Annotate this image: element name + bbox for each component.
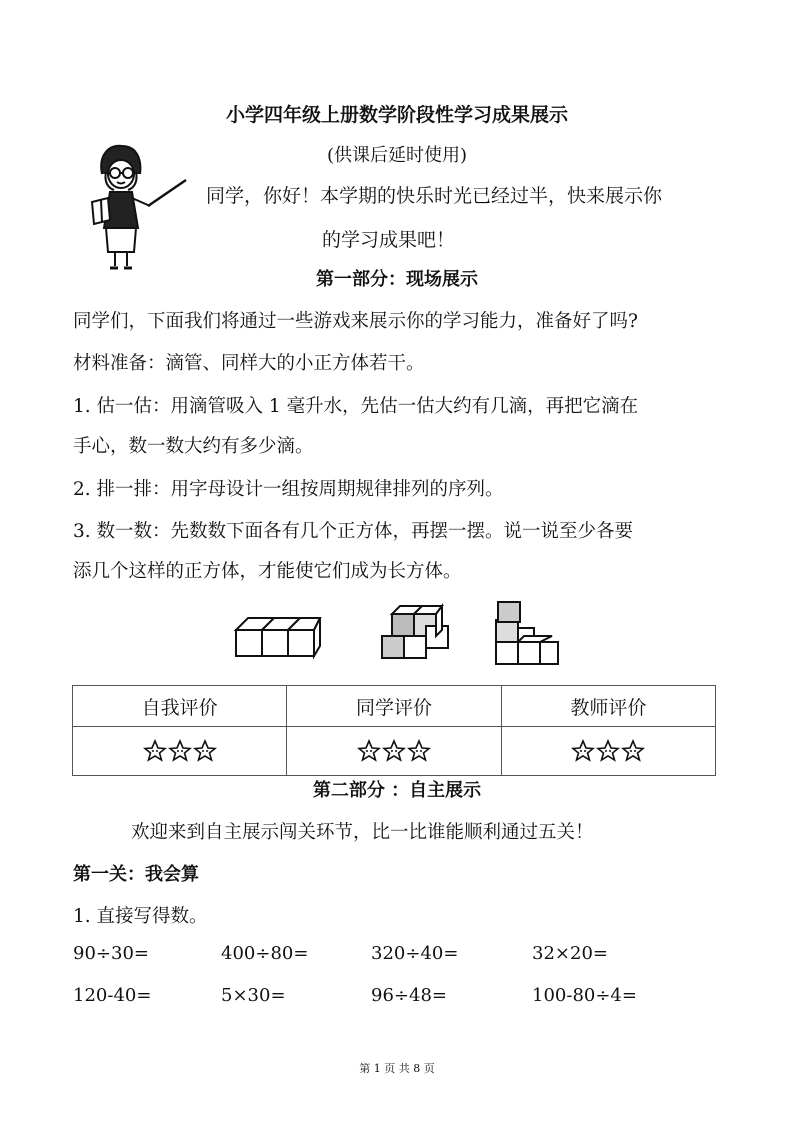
teacher-eval-stars[interactable] xyxy=(501,727,715,776)
greeting-line-1: 同学，你好！本学期的快乐时光已经过半，快来展示你 xyxy=(206,185,663,207)
teacher-eval-header: 教师评价 xyxy=(501,686,715,727)
item2-text: 2. 排一排：用字母设计一组按周期规律排列的序列。 xyxy=(73,479,504,500)
greeting-line-2: 的学习成果吧！ xyxy=(322,229,456,251)
calc-row2-2: 5×30= xyxy=(221,985,286,1006)
star-icon[interactable] xyxy=(143,739,167,763)
star-icon[interactable] xyxy=(407,739,431,763)
self-eval-stars[interactable] xyxy=(73,727,287,776)
materials-text: 材料准备：滴管、同样大的小正方体若干。 xyxy=(73,353,425,374)
calc-row2-1: 120-40= xyxy=(73,985,152,1006)
cube-figure-1 xyxy=(232,614,324,660)
document-subtitle: (供课后延时使用) xyxy=(326,145,468,166)
peer-eval-header: 同学评价 xyxy=(287,686,501,727)
item1-line1: 1. 估一估：用滴管吸入 1 毫升水，先估一估大约有几滴，再把它滴在 xyxy=(73,396,639,417)
star-icon[interactable] xyxy=(168,739,192,763)
cube-figure-3 xyxy=(492,598,562,668)
calc-row1-1: 90÷30= xyxy=(73,943,149,964)
cube-figure-2 xyxy=(376,600,458,662)
question1-text: 1. 直接写得数。 xyxy=(73,906,208,927)
item1-line2: 手心，数一数大约有多少滴。 xyxy=(73,436,314,457)
item3-line2: 添几个这样的正方体，才能使它们成为长方体。 xyxy=(73,561,462,582)
calc-row1-4: 32×20= xyxy=(532,943,608,964)
part2-welcome: 欢迎来到自主展示闯关环节，比一比谁能顺利通过五关！ xyxy=(131,822,594,843)
star-icon[interactable] xyxy=(571,739,595,763)
evaluation-table xyxy=(72,685,716,776)
calc-row2-4: 100-80÷4= xyxy=(532,985,637,1006)
star-icon[interactable] xyxy=(357,739,381,763)
calc-row2-3: 96÷48= xyxy=(371,985,447,1006)
calc-row1-3: 320÷40= xyxy=(371,943,459,964)
level1-heading: 第一关：我会算 xyxy=(73,864,199,885)
part1-intro: 同学们，下面我们将通过一些游戏来展示你的学习能力，准备好了吗? xyxy=(73,311,638,332)
self-eval-header: 自我评价 xyxy=(73,686,287,727)
part1-heading: 第一部分：现场展示 xyxy=(316,269,478,290)
document-title: 小学四年级上册数学阶段性学习成果展示 xyxy=(225,104,568,126)
calc-row1-2: 400÷80= xyxy=(221,943,309,964)
star-icon[interactable] xyxy=(382,739,406,763)
item3-line1: 3. 数一数：先数数下面各有几个正方体，再摆一摆。说一说至少各要 xyxy=(73,521,634,542)
star-icon[interactable] xyxy=(193,739,217,763)
part2-heading: 第二部分 ：自主展示 xyxy=(312,780,482,801)
page-footer: 第 1 页 共 8 页 xyxy=(359,1062,435,1075)
star-icon[interactable] xyxy=(621,739,645,763)
star-icon[interactable] xyxy=(596,739,620,763)
peer-eval-stars[interactable] xyxy=(287,727,501,776)
